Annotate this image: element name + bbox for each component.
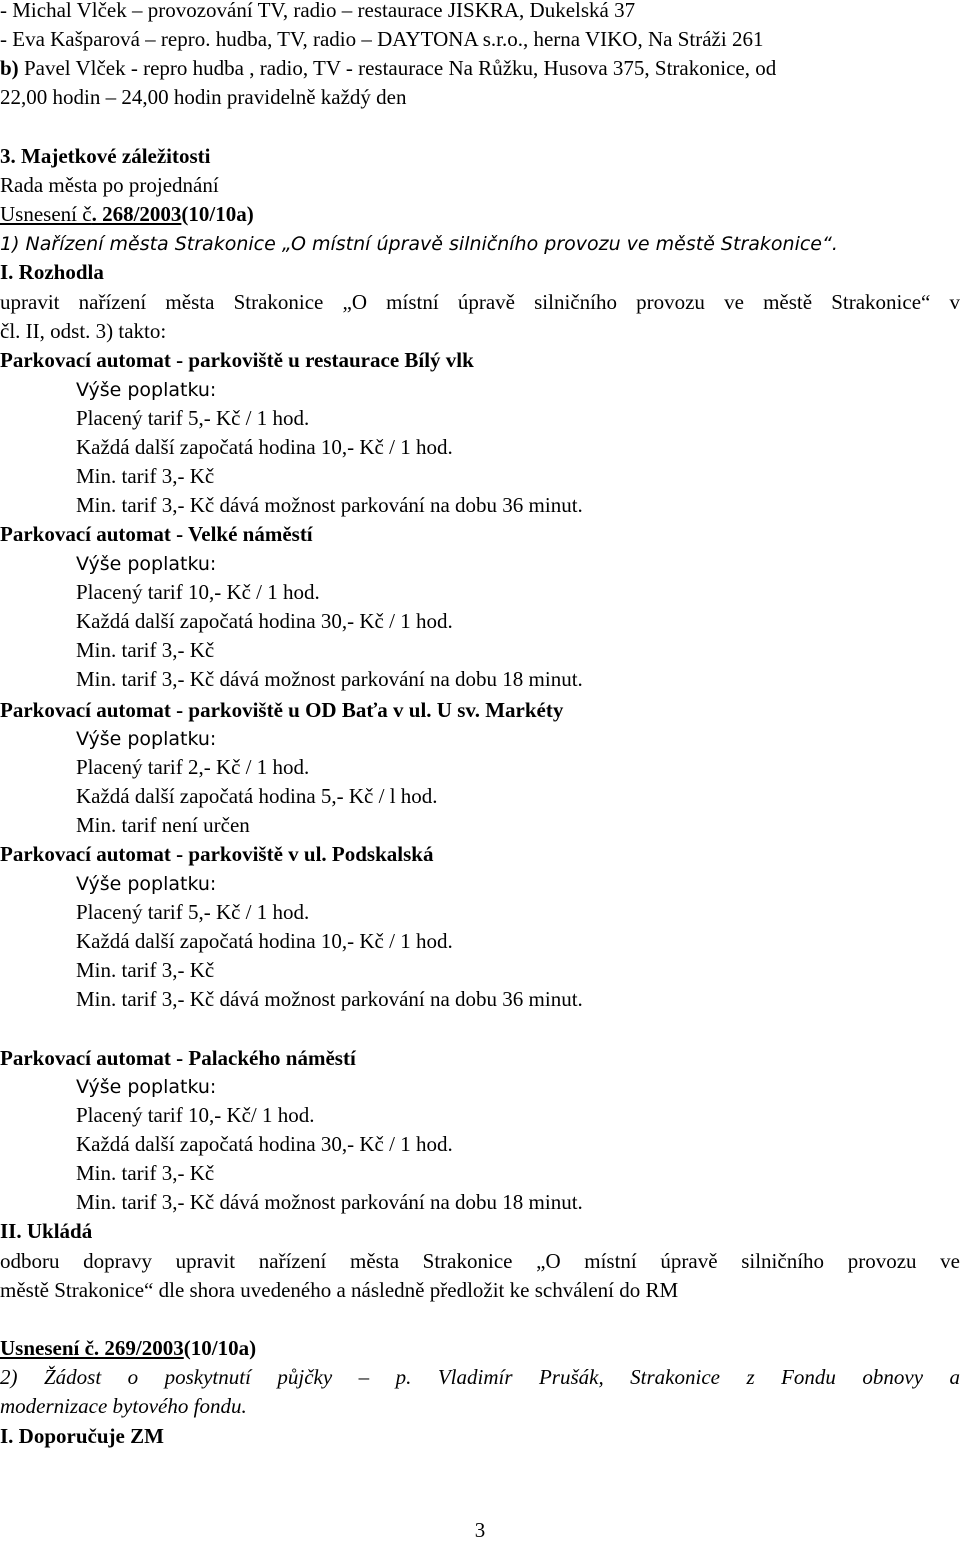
resolution-label: Usnesení č — [0, 202, 92, 226]
decision-2-text-2: městě Strakonice“ dle shora uvedeného a následně předložit ke schválení do RM — [0, 1278, 679, 1302]
council-line: Rada města po projednání — [0, 173, 219, 197]
tariff-line: Každá další započatá hodina 30,- Kč / 1 hod. — [76, 609, 453, 633]
tariff-line: Placený tarif 2,- Kč / 1 hod. — [76, 755, 310, 779]
fee-label: Výše poplatku: — [76, 379, 217, 401]
item-marker-b: b) — [0, 56, 19, 80]
resolution-suffix: (10/10a) — [181, 202, 254, 226]
tariff-line: Min. tarif není určen — [76, 813, 250, 837]
parking-title: Parkovací automat - parkoviště u restaurace Bílý vlk — [0, 348, 474, 372]
tariff-line: Každá další započatá hodina 10,- Kč / 1 hod. — [76, 435, 453, 459]
tariff-line: Každá další započatá hodina 5,- Kč / l hod. — [76, 784, 438, 808]
page-number: 3 — [474, 1518, 486, 1542]
parking-title: Parkovací automat - Velké náměstí — [0, 522, 313, 546]
fee-label: Výše poplatku: — [76, 1076, 217, 1098]
resolution-269 — [0, 1335, 960, 1361]
tariff-line: Min. tarif 3,- Kč dává možnost parkování na dobu 18 minut. — [76, 667, 583, 691]
item-2-text-2: modernizace bytového fondu. — [0, 1394, 247, 1418]
section-heading: 3. Majetkové záležitosti — [0, 144, 211, 168]
intro-line-4: 22,00 hodin – 24,00 hodin pravidelně každý den — [0, 85, 407, 109]
tariff-line: Každá další započatá hodina 30,- Kč / 1 hod. — [76, 1132, 453, 1156]
tariff-line: Každá další započatá hodina 10,- Kč / 1 hod. — [76, 929, 453, 953]
tariff-line: Placený tarif 10,- Kč / 1 hod. — [76, 580, 320, 604]
resolution-number: . 268/2003 — [91, 202, 182, 226]
intro-line-1: - Michal Vlček – provozování TV, radio – restaurace JISKRA, Dukelská 37 — [0, 0, 636, 22]
tariff-line: Min. tarif 3,- Kč — [76, 958, 215, 982]
parking-title: Parkovací automat - Palackého náměstí — [0, 1046, 356, 1070]
intro-line-3-text: Pavel Vlček - repro hudba , radio, TV - restaurace Na Růžku, Husova 375, Strakonice, od — [18, 56, 777, 80]
decision-2-text-1: odboru dopravy upravit nařízení města Strakonice „O místní úpravě silničního provozu ve — [0, 1249, 960, 1273]
decision-1-text-1: upravit nařízení města Strakonice „O místní úpravě silničního provozu ve městě Strakonice“ v — [0, 290, 960, 314]
resolution-label: Usnesení č. 269/2003 — [0, 1336, 184, 1360]
recommend-heading: I. Doporučuje ZM — [0, 1424, 164, 1448]
tariff-line: Min. tarif 3,- Kč dává možnost parkování na dobu 36 minut. — [76, 493, 583, 517]
tariff-line: Placený tarif 5,- Kč / 1 hod. — [76, 406, 310, 430]
tariff-line: Min. tarif 3,- Kč — [76, 1161, 215, 1185]
parking-title: Parkovací automat - parkoviště v ul. Podskalská — [0, 842, 434, 866]
decision-1-text-2: čl. II, odst. 3) takto: — [0, 319, 167, 343]
fee-label: Výše poplatku: — [76, 873, 217, 895]
tariff-line: Placený tarif 10,- Kč/ 1 hod. — [76, 1103, 315, 1127]
resolution-suffix: (10/10a) — [183, 1336, 257, 1360]
tariff-line: Min. tarif 3,- Kč — [76, 638, 215, 662]
tariff-line: Placený tarif 5,- Kč / 1 hod. — [76, 900, 310, 924]
intro-line-3 — [0, 55, 960, 81]
intro-line-2: - Eva Kašparová – repro. hudba, TV, radio – DAYTONA s.r.o., herna VIKO, Na Stráži 261 — [0, 27, 764, 51]
decision-2-heading: II. Ukládá — [0, 1219, 93, 1243]
parking-title: Parkovací automat - parkoviště u OD Baťa v ul. U sv. Markéty — [0, 698, 564, 722]
item-1-title: 1) Nařízení města Strakonice „O místní úpravě silničního provozu ve městě Strakonice“. — [0, 233, 838, 255]
fee-label: Výše poplatku: — [76, 728, 217, 750]
tariff-line: Min. tarif 3,- Kč dává možnost parkování na dobu 36 minut. — [76, 987, 583, 1011]
resolution-268 — [0, 201, 960, 227]
item-2-text-1: 2) Žádost o poskytnutí půjčky – p. Vladimír Prušák, Strakonice z Fondu obnovy a — [0, 1365, 960, 1389]
decision-1-heading: I. Rozhodla — [0, 260, 104, 284]
tariff-line: Min. tarif 3,- Kč dává možnost parkování na dobu 18 minut. — [76, 1190, 583, 1214]
fee-label: Výše poplatku: — [76, 553, 217, 575]
tariff-line: Min. tarif 3,- Kč — [76, 464, 215, 488]
